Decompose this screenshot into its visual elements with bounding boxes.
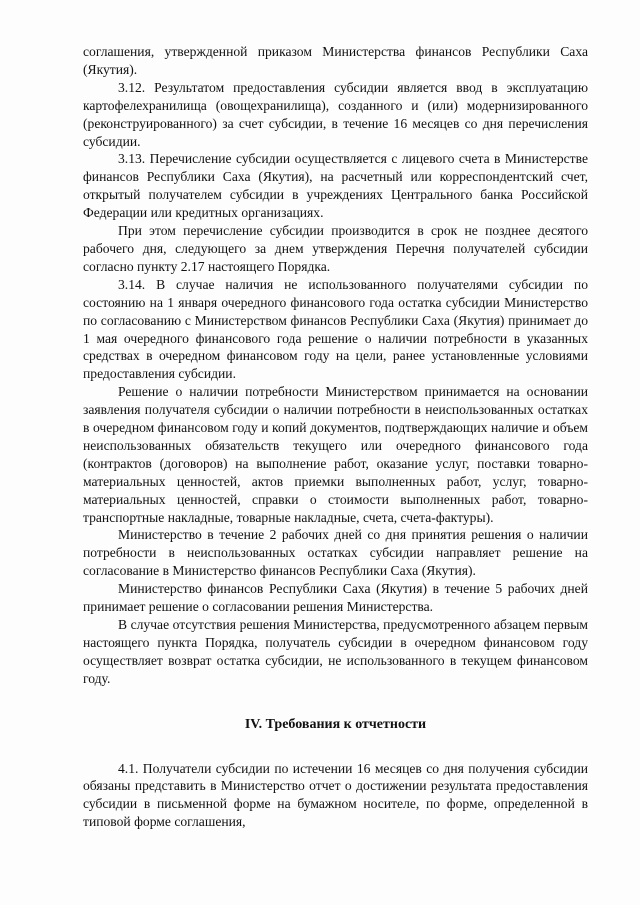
section-heading: IV. Требования к отчетности (244, 716, 427, 732)
paragraph-4-1: 4.1. Получатели субсидии по истечении 16 месяцев со дня получения субсидии обязаны представить в Министерство отчет о достижении результата предоставления субсидии в письменной форме на бумажном носителе, по форме, определенной в типовой форме соглашения, (83, 760, 588, 830)
paragraph-3-12: 3.12. Результатом предоставления субсидии является ввод в эксплуатацию картофелехранилища (овощехранилища), созданного и (или) модернизированного (реконструированного) за счет субсидии, в течение 16 месяцев со дня перечисления субсидии. (83, 79, 588, 149)
paragraph-return-remainder: В случае отсутствия решения Министерства, предусмотренного абзацем первым настоящего пункта Порядка, получатель субсидии в очередном финансовом году осуществляет возврат остатка субсидии, не использованного в текущем финансовом году. (83, 617, 588, 686)
document-body (83, 43, 588, 831)
paragraph-approval-request: Министерство в течение 2 рабочих дней со дня принятия решения о наличии потребности в неиспользованных остатках субсидии направляет решение на согласование в Министерство финансов Республики Саха (Якутия). (83, 527, 588, 579)
paragraph-finance-approval: Министерство финансов Республики Саха (Якутия) в течение 5 рабочих дней принимает решение о согласовании решения Министерства. (83, 581, 588, 615)
paragraph-3-13: 3.13. Перечисление субсидии осуществляется с лицевого счета в Министерстве финансов Республики Саха (Якутия), на расчетный или корреспондентский счет, открытый получателем субсидии в учреждениях Центрального банка Российской Федерации или кредитных организациях. (83, 151, 588, 221)
paragraph-3-14: 3.14. В случае наличия не использованного получателями субсидии по состоянию на 1 января очередного финансового года остатка субсидии Министерство по согласованию с Министерством финансов Республики Саха (Якутия) принимает до 1 мая очередного финансового года решение о наличии потребности в указанных средствах в очередном финансовом году на цели, ранее установленные условиями предоставления субсидии. (83, 276, 588, 382)
paragraph-continuation: соглашения, утвержденной приказом Министерства финансов Республики Саха (Якутия). (83, 44, 588, 77)
paragraph-need-decision: Решение о наличии потребности Министерством принимается на основании заявления получателя субсидии о наличии потребности в неиспользованных остатках в очередном финансовом году и копий документов, подтверждающих наличие и объем неиспользованных обязательств текущего или очередного финансового года (контрактов (договоров) на выполнение работ, оказание услуг, поставки товарно-материальных ценностей, актов приемки выполненных работ, услуг, товарно-материальных ценностей, справки о стоимости выполненных работ, товарно-транспортные накладные, товарные накладные, счета, счета-фактуры). (83, 384, 588, 525)
paragraph-transfer-deadline: При этом перечисление субсидии производится в срок не позднее десятого рабочего дня, следующего за днем утверждения Перечня получателей субсидии согласно пункту 2.17 настоящего Порядка. (83, 223, 588, 274)
